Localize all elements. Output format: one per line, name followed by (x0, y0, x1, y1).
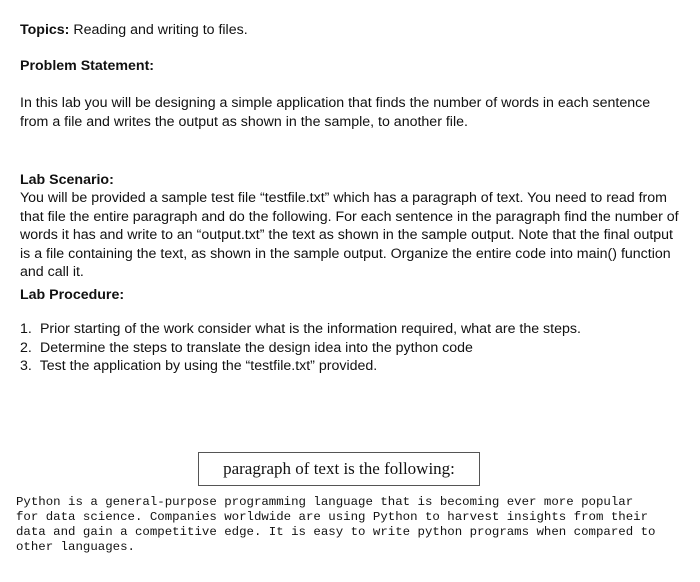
lab-scenario-heading: Lab Scenario: (20, 172, 114, 188)
step-text: Determine the steps to translate the design idea into the python code (39, 339, 473, 356)
sample-line: for data science. Companies worldwide are using Python to harvest insights from their (16, 510, 649, 524)
step-number: 1. (20, 321, 32, 337)
problem-statement-heading: Problem Statement: (20, 58, 155, 74)
lab-procedure-steps (20, 320, 581, 376)
sample-paragraph (16, 495, 688, 555)
lab-scenario-body: You will be provided a sample test file “testfile.txt” which has a paragraph of text. You need to read from that file the entire paragraph and do the following. For each sentence in the paragraph find the number of words it has and write to an “output.txt” the text as shown in the sample output. Note that the final output is a file containing the text, as shown in the sample output. Organize the entire code into main() function and call it. (20, 190, 679, 281)
sample-line: other languages. (16, 540, 135, 554)
topics-line (20, 21, 248, 39)
sample-line: Python is a general-purpose programming language that is becoming ever more popular (16, 495, 634, 509)
procedure-step (20, 339, 581, 358)
lab-procedure-heading: Lab Procedure: (20, 287, 125, 303)
topics-label: Topics: (20, 22, 70, 38)
sample-line: data and gain a competitive edge. It is easy to write python programs when compared to (16, 525, 656, 539)
step-text: Prior starting of the work consider what is the information required, what are the steps. (39, 321, 581, 337)
step-text: Test the application by using the “testfile.txt” provided. (39, 358, 378, 374)
topics-text: Reading and writing to files. (69, 22, 248, 38)
sample-box-label: paragraph of text is the following: (198, 452, 480, 486)
procedure-step (20, 320, 581, 339)
step-number: 3. (20, 358, 32, 374)
problem-statement-body: In this lab you will be designing a simple application that finds the number of words in each sentence from a file and writes the output as shown in the sample, to another file. (20, 95, 651, 130)
procedure-step (20, 357, 581, 376)
step-number: 2. (20, 339, 32, 356)
